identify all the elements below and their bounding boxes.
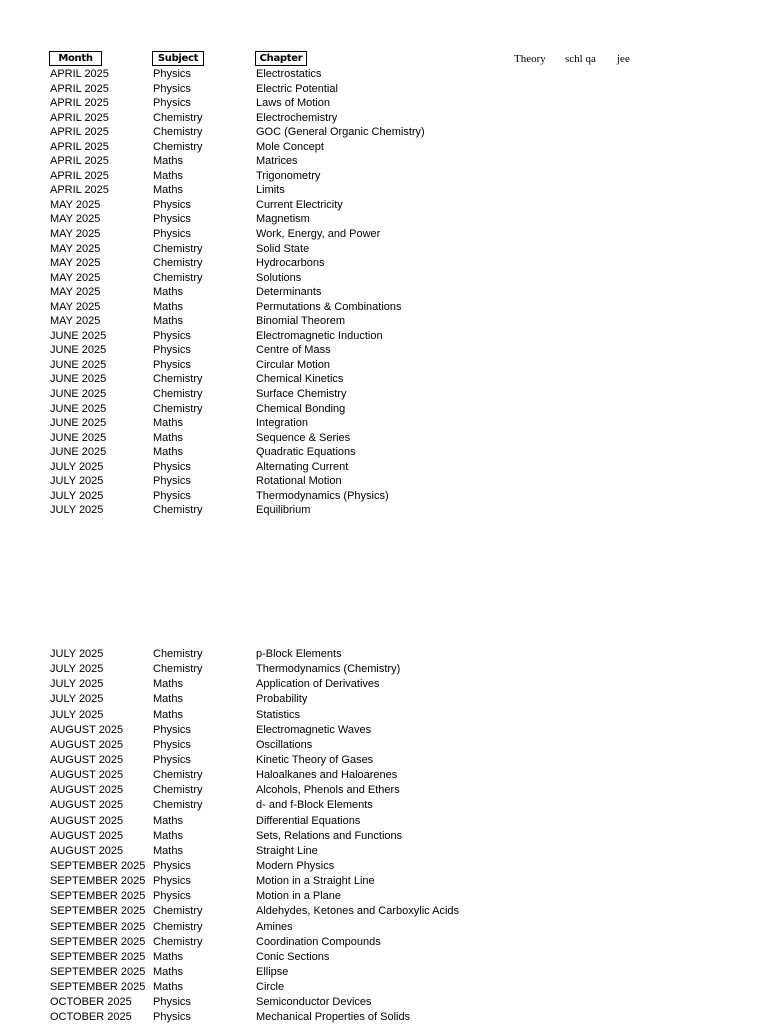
chapter-cell[interactable]: Kinetic Theory of Gases: [256, 753, 374, 766]
chapter-cell[interactable]: Alcohols, Phenols and Ethers: [256, 784, 400, 797]
table-row: [0, 227, 768, 242]
chapter-cell[interactable]: Limits: [256, 184, 285, 197]
month-cell[interactable]: OCTOBER 2025: [50, 1011, 132, 1024]
subject-cell[interactable]: Maths: [153, 431, 183, 444]
month-cell[interactable]: SEPTEMBER 2025: [50, 935, 146, 948]
chapter-cell[interactable]: Sets, Relations and Functions: [256, 829, 403, 842]
subject-cell[interactable]: Maths: [153, 169, 183, 182]
month-cell[interactable]: APRIL 2025: [50, 126, 109, 139]
subject-cell[interactable]: Maths: [153, 950, 183, 963]
table-row: [0, 140, 768, 155]
table-row: [0, 285, 768, 300]
table-row: [0, 96, 768, 111]
subject-cell[interactable]: Chemistry: [153, 271, 203, 284]
month-cell[interactable]: JUNE 2025: [50, 358, 107, 371]
subject-cell[interactable]: Physics: [153, 97, 191, 110]
subject-cell[interactable]: Physics: [153, 1011, 191, 1024]
table-row: [0, 445, 768, 460]
month-cell[interactable]: MAY 2025: [50, 286, 101, 299]
table-row: [0, 387, 768, 402]
table-row: [0, 692, 768, 707]
month-cell[interactable]: JULY 2025: [50, 663, 104, 676]
month-cell[interactable]: APRIL 2025: [50, 68, 109, 80]
subject-cell[interactable]: Maths: [153, 829, 183, 842]
month-cell[interactable]: MAY 2025: [50, 228, 101, 241]
subject-cell[interactable]: Maths: [153, 184, 183, 197]
table-row: [0, 920, 768, 935]
subject-cell[interactable]: Maths: [153, 708, 183, 721]
chapter-cell[interactable]: Rotational Motion: [256, 475, 342, 488]
month-cell[interactable]: JULY 2025: [50, 475, 104, 488]
subject-cell[interactable]: Chemistry: [153, 905, 203, 918]
chapter-cell[interactable]: Differential Equations: [256, 814, 361, 827]
table-row: [0, 82, 768, 97]
subject-cell[interactable]: Physics: [153, 213, 191, 226]
subject-cell[interactable]: Maths: [153, 446, 183, 459]
chapter-cell[interactable]: Thermodynamics (Chemistry): [256, 663, 401, 676]
table-row: [0, 154, 768, 169]
month-cell[interactable]: AUGUST 2025: [50, 844, 124, 857]
month-cell[interactable]: JULY 2025: [50, 504, 104, 517]
chapter-cell[interactable]: Trigonometry: [256, 169, 321, 182]
table-row: [0, 935, 768, 950]
table-row: [0, 198, 768, 213]
chapter-cell[interactable]: Solid State: [256, 242, 310, 255]
chapter-cell[interactable]: Binomial Theorem: [256, 315, 346, 328]
subject-cell[interactable]: Physics: [153, 344, 191, 357]
subject-cell[interactable]: Chemistry: [153, 140, 203, 153]
chapter-cell[interactable]: Circular Motion: [256, 358, 330, 371]
chapter-cell[interactable]: Equilibrium: [256, 504, 311, 517]
chapter-cell[interactable]: Electric Potential: [256, 82, 338, 95]
table-row: [0, 814, 768, 829]
month-cell[interactable]: MAY 2025: [50, 271, 101, 284]
table-row: [0, 995, 768, 1010]
table-row: [0, 1010, 768, 1025]
chapter-cell[interactable]: Ellipse: [256, 965, 289, 978]
month-cell[interactable]: AUGUST 2025: [50, 829, 124, 842]
chapter-cell[interactable]: Semiconductor Devices: [256, 996, 372, 1009]
subject-cell[interactable]: Maths: [153, 286, 183, 299]
month-cell[interactable]: MAY 2025: [50, 242, 101, 255]
table-row: [0, 329, 768, 344]
header-schl-qa[interactable]: schl qa: [565, 53, 596, 65]
table-row: [0, 503, 768, 518]
chapter-cell[interactable]: Statistics: [256, 708, 301, 721]
chapter-cell[interactable]: Electrostatics: [256, 68, 322, 80]
table-row: [0, 169, 768, 184]
subject-cell[interactable]: Physics: [153, 460, 191, 473]
subject-cell[interactable]: Maths: [153, 315, 183, 328]
subject-cell[interactable]: Chemistry: [153, 799, 203, 812]
chapter-cell[interactable]: Motion in a Plane: [256, 890, 341, 903]
table-row: [0, 662, 768, 677]
subject-cell[interactable]: Physics: [153, 738, 191, 751]
table-row: [0, 647, 768, 662]
month-cell[interactable]: AUGUST 2025: [50, 753, 124, 766]
chapter-cell[interactable]: GOC (General Organic Chemistry): [256, 126, 425, 139]
table-row: [0, 677, 768, 692]
subject-cell[interactable]: Chemistry: [153, 242, 203, 255]
month-cell[interactable]: APRIL 2025: [50, 155, 109, 168]
table-row: [0, 125, 768, 140]
month-cell[interactable]: SEPTEMBER 2025: [50, 981, 146, 994]
chapter-cell[interactable]: Amines: [256, 920, 293, 933]
table-row: [0, 738, 768, 753]
month-cell[interactable]: SEPTEMBER 2025: [50, 875, 146, 888]
subject-cell[interactable]: Chemistry: [153, 935, 203, 948]
subject-cell[interactable]: Physics: [153, 475, 191, 488]
subject-cell[interactable]: Maths: [153, 678, 183, 691]
chapter-cell[interactable]: Sequence & Series: [256, 431, 351, 444]
table-row: [0, 874, 768, 889]
chapter-cell[interactable]: Probability: [256, 693, 308, 706]
chapter-cell[interactable]: Electrochemistry: [256, 111, 338, 124]
table-row: [0, 416, 768, 431]
subject-cell[interactable]: Chemistry: [153, 126, 203, 139]
subject-cell[interactable]: Physics: [153, 329, 191, 342]
month-cell[interactable]: JUNE 2025: [50, 446, 107, 459]
month-cell[interactable]: SEPTEMBER 2025: [50, 920, 146, 933]
month-cell[interactable]: SEPTEMBER 2025: [50, 950, 146, 963]
table-row: [0, 753, 768, 768]
chapter-cell[interactable]: Laws of Motion: [256, 97, 330, 110]
subject-cell[interactable]: Physics: [153, 68, 191, 80]
month-cell[interactable]: SEPTEMBER 2025: [50, 965, 146, 978]
month-cell[interactable]: JULY 2025: [50, 489, 104, 502]
table-row: [0, 844, 768, 859]
table-row: [0, 460, 768, 475]
subject-cell[interactable]: Maths: [153, 300, 183, 313]
subject-cell[interactable]: Maths: [153, 417, 183, 430]
month-cell[interactable]: JULY 2025: [50, 460, 104, 473]
month-cell[interactable]: MAY 2025: [50, 213, 101, 226]
table-block-1: [0, 67, 768, 518]
month-cell[interactable]: AUGUST 2025: [50, 784, 124, 797]
chapter-cell[interactable]: Surface Chemistry: [256, 388, 347, 401]
month-cell[interactable]: JULY 2025: [50, 693, 104, 706]
table-row: [0, 111, 768, 126]
subject-cell[interactable]: Chemistry: [153, 769, 203, 782]
chapter-cell[interactable]: Haloalkanes and Haloarenes: [256, 769, 398, 782]
chapter-cell[interactable]: Coordination Compounds: [256, 935, 381, 948]
month-cell[interactable]: AUGUST 2025: [50, 723, 124, 736]
month-cell[interactable]: APRIL 2025: [50, 184, 109, 197]
table-row: [0, 474, 768, 489]
subject-cell[interactable]: Maths: [153, 965, 183, 978]
month-cell[interactable]: JUNE 2025: [50, 417, 107, 430]
chapter-cell[interactable]: Chemical Kinetics: [256, 373, 344, 386]
header-jee[interactable]: jee: [617, 53, 630, 65]
header-theory[interactable]: Theory: [514, 53, 546, 65]
subject-cell[interactable]: Maths: [153, 814, 183, 827]
month-cell[interactable]: JUNE 2025: [50, 431, 107, 444]
subject-cell[interactable]: Physics: [153, 890, 191, 903]
subject-cell[interactable]: Chemistry: [153, 373, 203, 386]
month-cell[interactable]: SEPTEMBER 2025: [50, 905, 146, 918]
header-subject[interactable]: Subject: [152, 51, 204, 66]
month-cell[interactable]: AUGUST 2025: [50, 799, 124, 812]
month-cell[interactable]: APRIL 2025: [50, 140, 109, 153]
month-cell[interactable]: JUNE 2025: [50, 402, 107, 415]
table-row: [0, 343, 768, 358]
chapter-cell[interactable]: Aldehydes, Ketones and Carboxylic Acids: [256, 905, 460, 918]
month-cell[interactable]: OCTOBER 2025: [50, 996, 132, 1009]
table-row: [0, 271, 768, 286]
chapter-cell[interactable]: Motion in a Straight Line: [256, 875, 375, 888]
chapter-cell[interactable]: Application of Derivatives: [256, 678, 380, 691]
subject-cell[interactable]: Chemistry: [153, 388, 203, 401]
chapter-cell[interactable]: Current Electricity: [256, 198, 343, 211]
table-row: [0, 358, 768, 373]
subject-cell[interactable]: Chemistry: [153, 648, 203, 660]
chapter-cell[interactable]: Solutions: [256, 271, 302, 284]
table-row: [0, 242, 768, 257]
table-row: [0, 431, 768, 446]
chapter-cell[interactable]: Work, Energy, and Power: [256, 228, 381, 241]
chapter-cell[interactable]: Straight Line: [256, 844, 318, 857]
month-cell[interactable]: JULY 2025: [50, 708, 104, 721]
table-row: [0, 183, 768, 198]
month-cell[interactable]: MAY 2025: [50, 300, 101, 313]
month-cell[interactable]: AUGUST 2025: [50, 738, 124, 751]
chapter-cell[interactable]: Determinants: [256, 286, 322, 299]
subject-cell[interactable]: Physics: [153, 753, 191, 766]
subject-cell[interactable]: Physics: [153, 358, 191, 371]
chapter-cell[interactable]: Mole Concept: [256, 140, 324, 153]
table-block-2: [0, 647, 768, 1026]
subject-cell[interactable]: Physics: [153, 859, 191, 872]
header-month[interactable]: Month: [49, 51, 102, 66]
subject-cell[interactable]: Physics: [153, 82, 191, 95]
month-cell[interactable]: SEPTEMBER 2025: [50, 890, 146, 903]
subject-cell[interactable]: Maths: [153, 844, 183, 857]
month-cell[interactable]: JUNE 2025: [50, 388, 107, 401]
chapter-cell[interactable]: Magnetism: [256, 213, 310, 226]
table-row: [0, 783, 768, 798]
table-row: [0, 904, 768, 919]
month-cell[interactable]: JUNE 2025: [50, 373, 107, 386]
month-cell[interactable]: APRIL 2025: [50, 97, 109, 110]
header-chapter[interactable]: Chapter: [255, 51, 307, 66]
table-row: [0, 980, 768, 995]
chapter-cell[interactable]: Circle: [256, 981, 285, 994]
chapter-cell[interactable]: Hydrocarbons: [256, 257, 325, 270]
table-row: [0, 402, 768, 417]
table-row: [0, 965, 768, 980]
month-cell[interactable]: APRIL 2025: [50, 169, 109, 182]
month-cell[interactable]: JUNE 2025: [50, 344, 107, 357]
chapter-cell[interactable]: Electromagnetic Induction: [256, 329, 383, 342]
chapter-cell[interactable]: Permutations & Combinations: [256, 300, 402, 313]
table-row: [0, 300, 768, 315]
subject-cell[interactable]: Physics: [153, 996, 191, 1009]
table-row: [0, 489, 768, 504]
month-cell[interactable]: AUGUST 2025: [50, 769, 124, 782]
chapter-cell[interactable]: Quadratic Equations: [256, 446, 356, 459]
table-row: [0, 256, 768, 271]
month-cell[interactable]: APRIL 2025: [50, 111, 109, 124]
month-cell[interactable]: APRIL 2025: [50, 82, 109, 95]
table-row: [0, 889, 768, 904]
table-row: [0, 798, 768, 813]
chapter-cell[interactable]: d- and f-Block Elements: [256, 799, 373, 812]
subject-cell[interactable]: Maths: [153, 693, 183, 706]
table-row: [0, 768, 768, 783]
chapter-cell[interactable]: Mechanical Properties of Solids: [256, 1011, 411, 1024]
subject-cell[interactable]: Maths: [153, 981, 183, 994]
month-cell[interactable]: MAY 2025: [50, 315, 101, 328]
subject-cell[interactable]: Chemistry: [153, 111, 203, 124]
chapter-cell[interactable]: Modern Physics: [256, 859, 335, 872]
table-row: [0, 950, 768, 965]
subject-cell[interactable]: Physics: [153, 489, 191, 502]
subject-cell[interactable]: Chemistry: [153, 663, 203, 676]
chapter-cell[interactable]: Conic Sections: [256, 950, 330, 963]
month-cell[interactable]: SEPTEMBER 2025: [50, 859, 146, 872]
subject-cell[interactable]: Chemistry: [153, 257, 203, 270]
month-cell[interactable]: MAY 2025: [50, 257, 101, 270]
table-row: [0, 708, 768, 723]
subject-cell[interactable]: Chemistry: [153, 920, 203, 933]
chapter-cell[interactable]: Thermodynamics (Physics): [256, 489, 389, 502]
month-cell[interactable]: AUGUST 2025: [50, 814, 124, 827]
table-row: [0, 829, 768, 844]
chapter-cell[interactable]: Integration: [256, 417, 308, 430]
subject-cell[interactable]: Chemistry: [153, 504, 203, 517]
chapter-cell[interactable]: Matrices: [256, 155, 298, 168]
table-row: [0, 723, 768, 738]
subject-cell[interactable]: Physics: [153, 723, 191, 736]
subject-cell[interactable]: Physics: [153, 198, 191, 211]
table-row: [0, 212, 768, 227]
month-cell[interactable]: JUNE 2025: [50, 329, 107, 342]
subject-cell[interactable]: Chemistry: [153, 402, 203, 415]
subject-cell[interactable]: Physics: [153, 875, 191, 888]
chapter-cell[interactable]: Electromagnetic Waves: [256, 723, 372, 736]
chapter-cell[interactable]: Alternating Current: [256, 460, 349, 473]
chapter-cell[interactable]: Chemical Bonding: [256, 402, 346, 415]
subject-cell[interactable]: Physics: [153, 228, 191, 241]
month-cell[interactable]: JULY 2025: [50, 678, 104, 691]
table-row: [0, 372, 768, 387]
table-row: [0, 314, 768, 329]
subject-cell[interactable]: Chemistry: [153, 784, 203, 797]
table-row: [0, 67, 768, 82]
subject-cell[interactable]: Maths: [153, 155, 183, 168]
chapter-cell[interactable]: Centre of Mass: [256, 344, 331, 357]
table-row: [0, 859, 768, 874]
month-cell[interactable]: JULY 2025: [50, 648, 104, 660]
chapter-cell[interactable]: p-Block Elements: [256, 648, 342, 660]
month-cell[interactable]: MAY 2025: [50, 198, 101, 211]
chapter-cell[interactable]: Oscillations: [256, 738, 313, 751]
